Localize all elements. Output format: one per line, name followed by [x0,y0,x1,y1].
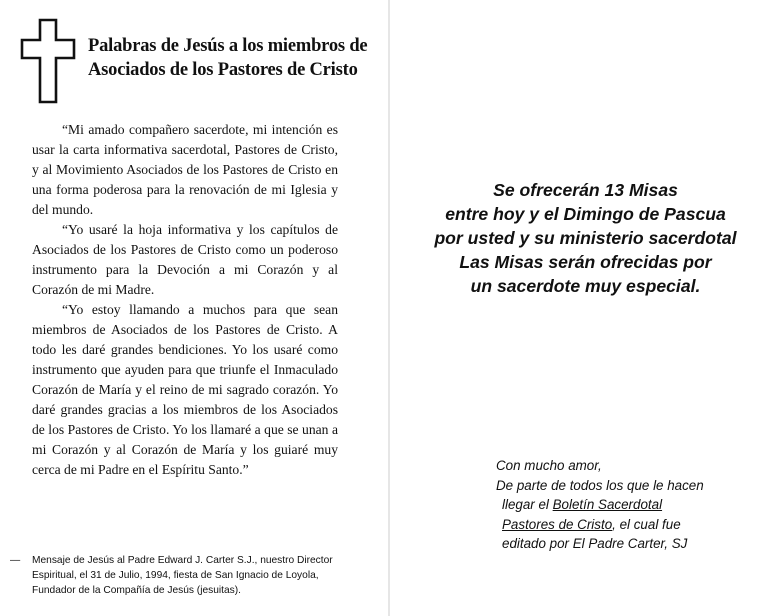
page-fold [388,0,390,616]
message-body [32,120,338,480]
right-panel [392,0,779,616]
closing-line-2: De parte de todos los que le hacen [496,477,704,493]
message-paragraph-3: “Yo estoy llamando a muchos para que sean miembros de Asociados de los Pastores de Cristo. A todo les daré grandes bendiciones. Yo los usaré como instrumento que ayuden para que triunfe el Inmaculado Corazón de María y el reino de mi sagrado corazón. Yo daré grandes gracias a los miembros de los Asociados de los Pastores de Cristo. Yo los llamaré a que se unan a mi Corazón y al Corazón de María y los guiaré muy cerca de mi Padre en el Espíritu Santo.” [32,302,338,477]
closing-line-4-suffix: , el cual fue [612,516,681,532]
offer-line: Se ofrecerán 13 Misas [493,180,678,200]
closing-line-4 [496,515,766,535]
publication-name: Pastores de Cristo [502,516,613,532]
closing-line-3-prefix: llegar el [502,497,553,512]
offer-line: un sacerdote muy especial. [470,276,701,296]
offer-line: por usted y su ministerio sacerdotal [434,228,737,248]
source-dash: — [10,555,21,566]
message-paragraph-2: “Yo usaré la hoja informativa y los capítulos de Asociados de los Pastores de Cristo como un poderoso instrumento para la Devoción a mi Corazón y al Corazón de mi Madre. [32,222,338,297]
source-note [10,553,340,598]
page-title: Palabras de Jesús a los miembros de Asociados de los Pastores de Cristo [88,36,368,80]
left-panel [0,0,385,616]
offer-line: Las Misas serán ofrecidas por [459,252,712,272]
message-paragraph-1: “Mi amado compañero sacerdote, mi intención es usar la carta informativa sacerdotal, Pastores de Cristo, y al Movimiento Asociados de los Pastores de Cristo en una forma poderosa para la renovación de mi Iglesia y del mundo. [32,122,338,217]
source-text: Mensaje de Jesús al Padre Edward J. Carter S.J., nuestro Director Espiritual, el 31 de Julio, 1994, fiesta de San Ignacio de Loyola, Fundador de la Compañía de Jesús (jesuitas). [32,555,333,596]
mass-offer [392,178,779,298]
cross-icon [20,18,76,104]
closing-note [496,456,766,554]
closing-line-1: Con mucho amor, [496,458,602,473]
closing-line-5: editado por El Padre Carter, SJ [502,536,688,551]
bulletin-name: Boletín Sacerdotal [552,497,663,512]
closing-line-3 [496,495,766,515]
offer-line: entre hoy y el Dimingo de Pascua [445,204,726,224]
